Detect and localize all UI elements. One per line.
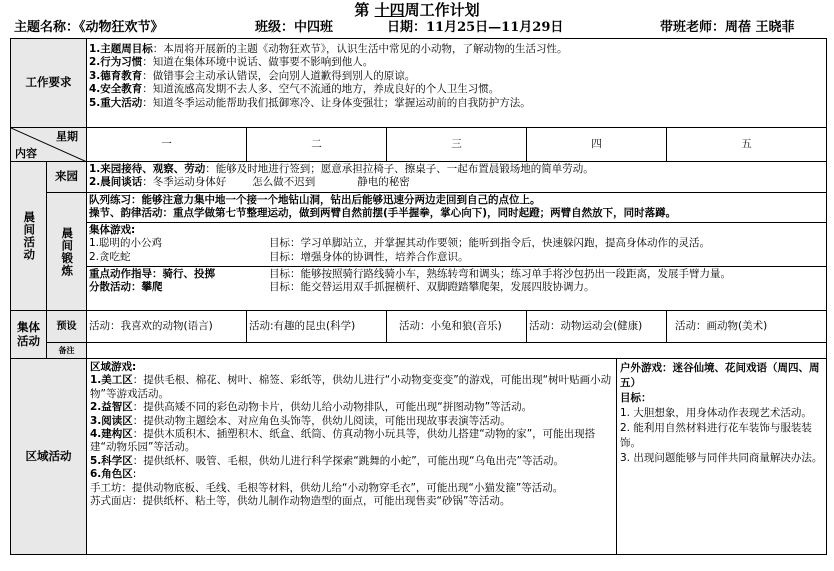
remark-content xyxy=(87,343,827,359)
free-activity: 分散活动：攀爬 目标：能交替运用双手抓握横杆、双脚蹬踏攀爬架，发展四肢协调力。 xyxy=(89,281,595,294)
weekly-plan-table xyxy=(10,38,827,555)
group-activity-label: 集体活动 xyxy=(11,311,47,359)
date-range: 日期：11月25日—11月29日 xyxy=(387,20,564,35)
zone-building: 4.建构区：提供木质积木、插塑积木、纸盒、纸筒、仿真动物小玩具等，供幼儿搭建“动物的家”，可能出现搭建“动物乐园”等活动。 xyxy=(90,428,596,454)
activity-mon: 活动：我喜欢的动物(语言) xyxy=(87,311,247,343)
habit-line: 2.行为习惯：知道在集体环境中说话、做事要不影响到他人。 xyxy=(89,56,374,69)
corner-content: 内容 xyxy=(15,146,37,160)
group-games-title: 集体游戏: xyxy=(89,223,136,236)
game-rooster: 1.聪明的小公鸡 目标：学习单脚站立，并掌握其动作要领；能听到指令后，快速躲闪跑，提高身体动作的灵活。 xyxy=(89,237,710,250)
page-title: 第 十四周工作计划 xyxy=(354,1,480,19)
area-activity-label: 区域活动 xyxy=(11,359,87,555)
day-fri: 五 xyxy=(667,128,827,162)
zone-science: 5.科学区：提供纸杯、吸管、毛根，供幼儿进行科学探索“跳舞的小蛇”，可能出现“乌龟出壳”等活动。 xyxy=(90,454,565,467)
game-snake: 2.贪吃蛇 目标：增强身体的协调性，培养合作意识。 xyxy=(89,250,469,263)
safety-line: 4.安全教育：知道流感高发期不去人多、空气不流通的地方，养成良好的个人卫生习惯。 xyxy=(89,83,500,96)
zone-reading: 3.阅读区：提供动物主题绘本、对应角色头饰等，供幼儿阅读，可能出现故事表演等活动。 xyxy=(90,414,511,427)
day-mon: 一 xyxy=(87,128,247,162)
outdoor-goal-label: 目标： xyxy=(620,392,652,404)
arrival-content: 1.来园接待、观察、劳动：能够及时地进行签到；愿意承担拉椅子、擦桌子、一起布置晨锻场地的简单劳动。 2.晨间谈话：冬季运动身体好 怎么做不迟到 静电的秘密 xyxy=(87,162,827,193)
day-wed: 三 xyxy=(387,128,527,162)
moral-line: 3.德育教育：做错事会主动承认错误，会向别人道歉得到别人的原谅。 xyxy=(89,69,416,82)
zone-noodle-shop: 苏式面店：提供纸杯、粘土等，供幼儿制作动物造型的面点，可能出现售卖“砂锅”等活动。 xyxy=(90,495,511,508)
outdoor-goal-2: 2. 能利用自然材料进行花车装饰与服装装饰。 xyxy=(620,422,812,449)
zone-handicraft: 手工坊：提供动物底板、毛线、毛根等材料，供幼儿给“小动物穿毛衣”，可能出现“小猫发箍”等活动。 xyxy=(90,481,564,494)
corner-weekday: 星期 xyxy=(56,130,78,143)
day-content-corner xyxy=(11,128,87,162)
outdoor-goal-3: 3. 出现问题能够与同伴共同商量解决办法。 xyxy=(620,452,823,464)
exercise-label: 晨间锻炼 xyxy=(47,193,87,311)
area-games-title: 区域游戏: xyxy=(90,361,137,373)
area-games xyxy=(87,359,617,555)
outdoor-games xyxy=(617,359,827,555)
day-tue: 二 xyxy=(247,128,387,162)
zone-role: 6.角色区: xyxy=(90,468,137,481)
activity-thu: 活动：动物运动会(健康) xyxy=(527,311,667,343)
rhythm-activity: 操节、韵律活动：重点学做第七节整理运动，做到两臂自然前摆(手半握拳，掌心向下)，同时起蹬；两臂自然放下，同时落蹲。 xyxy=(89,207,677,220)
activity-wed: 活动：小兔和狼(音乐) xyxy=(387,311,527,343)
outdoor-title: 户外游戏：迷谷仙境、花间戏语（周四、周五） xyxy=(620,362,820,389)
zone-puzzle: 2.益智区：提供高矮不同的彩色动物卡片，供幼儿给小动物排队，可能出现“拼图动物”等活动。 xyxy=(90,401,533,414)
goal-line: 1.主题周目标：本周将开展新的主题《动物狂欢节》，认识生活中常见的小动物，了解动物的生活习性。 xyxy=(89,43,568,55)
event-line: 5.重大活动：知道冬季运动能帮助我们抵御寒冷、让身体变强壮；掌握运动前的自我防护方法。 xyxy=(89,96,531,109)
activity-fri: 活动：画动物(美术) xyxy=(667,311,827,343)
exercise-content xyxy=(87,193,827,311)
day-thu: 四 xyxy=(527,128,667,162)
requirements-content xyxy=(87,39,827,128)
focus-guide: 重点动作指导：骑行、投掷 目标：能够按照骑行路线骑小车，熟练转弯和调头；练习单手将沙包扔出一段距离，发展手臂力量。 xyxy=(89,268,731,281)
activity-tue: 活动:有趣的昆虫(科学) xyxy=(247,311,387,343)
remark-label: 备注 xyxy=(47,343,87,359)
requirements-label: 工作要求 xyxy=(11,39,87,128)
preset-label: 预设 xyxy=(47,311,87,343)
outdoor-goal-1: 1. 大胆想象，用身体动作表现艺术活动。 xyxy=(620,407,812,419)
theme-name: 主题名称：《动物狂欢节》 xyxy=(14,20,164,35)
class-name: 班级：中四班 xyxy=(255,20,334,35)
morning-activity-label: 晨间活动 xyxy=(11,162,47,311)
queue-practice: 队列练习：能够注意力集中地一个接一个地钻山洞，钻出后能够迅速分两边走回到自己的点位上。 xyxy=(89,194,541,206)
arrival-label: 来园 xyxy=(47,162,87,193)
teachers: 带班老师：周蓓 王晓菲 xyxy=(660,20,795,35)
zone-art: 1.美工区：提供毛根、棉花、树叶、棉签、彩纸等，供幼儿进行“小动物变变变”的游戏，可能出现“树叶贴画小动物”等游戏活动。 xyxy=(90,374,612,400)
